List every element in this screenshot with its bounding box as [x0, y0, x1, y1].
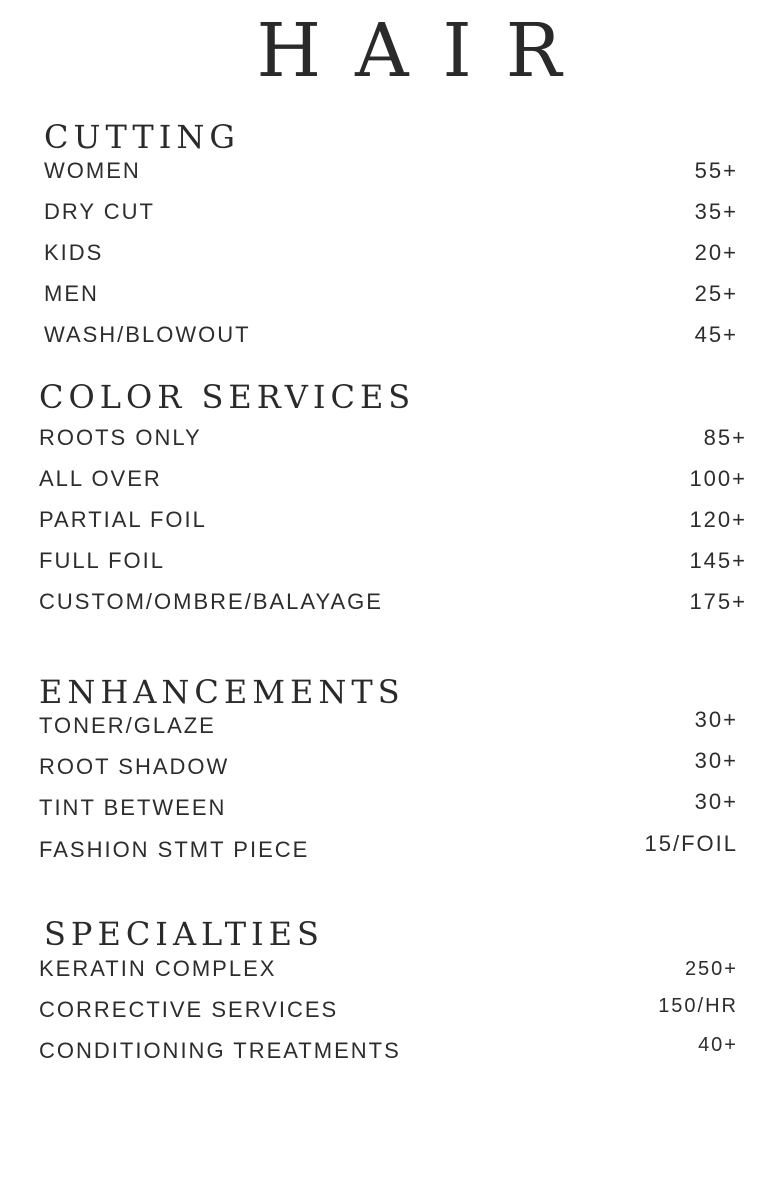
list-item [44, 280, 738, 308]
service-price: 150/HR [658, 995, 738, 1017]
service-name: FULL FOIL [39, 548, 165, 573]
list-item [39, 588, 747, 616]
page-title: HAIR [256, 8, 596, 94]
list-item [39, 831, 738, 864]
list-item [39, 1034, 738, 1065]
list-item [39, 789, 738, 822]
service-name: MEN [44, 281, 99, 306]
list-item [39, 465, 747, 493]
service-price: 85+ [703, 425, 747, 450]
service-price: 45+ [694, 322, 738, 347]
list-item [44, 239, 738, 267]
service-name: WOMEN [44, 158, 141, 183]
service-price: 145+ [689, 548, 747, 573]
list-item [39, 707, 738, 740]
service-name: TINT BETWEEN [39, 795, 227, 820]
service-price: 15/FOIL [644, 831, 738, 856]
service-price: 250+ [684, 958, 738, 980]
service-price: 100+ [689, 466, 747, 491]
service-price: 175+ [689, 589, 747, 614]
service-price: 20+ [694, 240, 738, 265]
service-price: 55+ [694, 158, 738, 183]
service-name: CORRECTIVE SERVICES [39, 997, 339, 1022]
service-price: 120+ [689, 507, 747, 532]
section-heading-color-services: COLOR SERVICES [39, 378, 416, 416]
service-name: ROOT SHADOW [39, 754, 230, 779]
service-name: TONER/GLAZE [39, 713, 216, 738]
service-price: 25+ [694, 281, 738, 306]
list-item [39, 996, 738, 1024]
service-price: 40+ [698, 1034, 738, 1056]
list-item [39, 547, 747, 575]
service-name: PARTIAL FOIL [39, 507, 207, 532]
service-name: KIDS [44, 240, 104, 265]
service-name: DRY CUT [44, 199, 155, 224]
service-price: 30+ [694, 707, 738, 732]
list-item [39, 424, 747, 452]
section-heading-specialties: SPECIALTIES [44, 915, 324, 953]
service-name: FASHION STMT PIECE [39, 837, 310, 862]
list-item [39, 748, 738, 781]
service-name: CUSTOM/OMBRE/BALAYAGE [39, 589, 383, 614]
section-heading-enhancements: ENHANCEMENTS [39, 673, 405, 711]
list-item [39, 506, 747, 534]
service-price: 30+ [694, 789, 738, 814]
service-name: ROOTS ONLY [39, 425, 202, 450]
list-item [39, 955, 738, 983]
service-name: ALL OVER [39, 466, 162, 491]
service-price: 35+ [694, 199, 738, 224]
service-name: WASH/BLOWOUT [44, 322, 251, 347]
list-item [44, 157, 738, 185]
section-heading-cutting: CUTTING [44, 118, 240, 156]
list-item [44, 198, 738, 226]
service-name: KERATIN COMPLEX [39, 956, 277, 981]
service-price: 30+ [694, 748, 738, 773]
service-name: CONDITIONING TREATMENTS [39, 1038, 401, 1063]
list-item [44, 321, 738, 349]
